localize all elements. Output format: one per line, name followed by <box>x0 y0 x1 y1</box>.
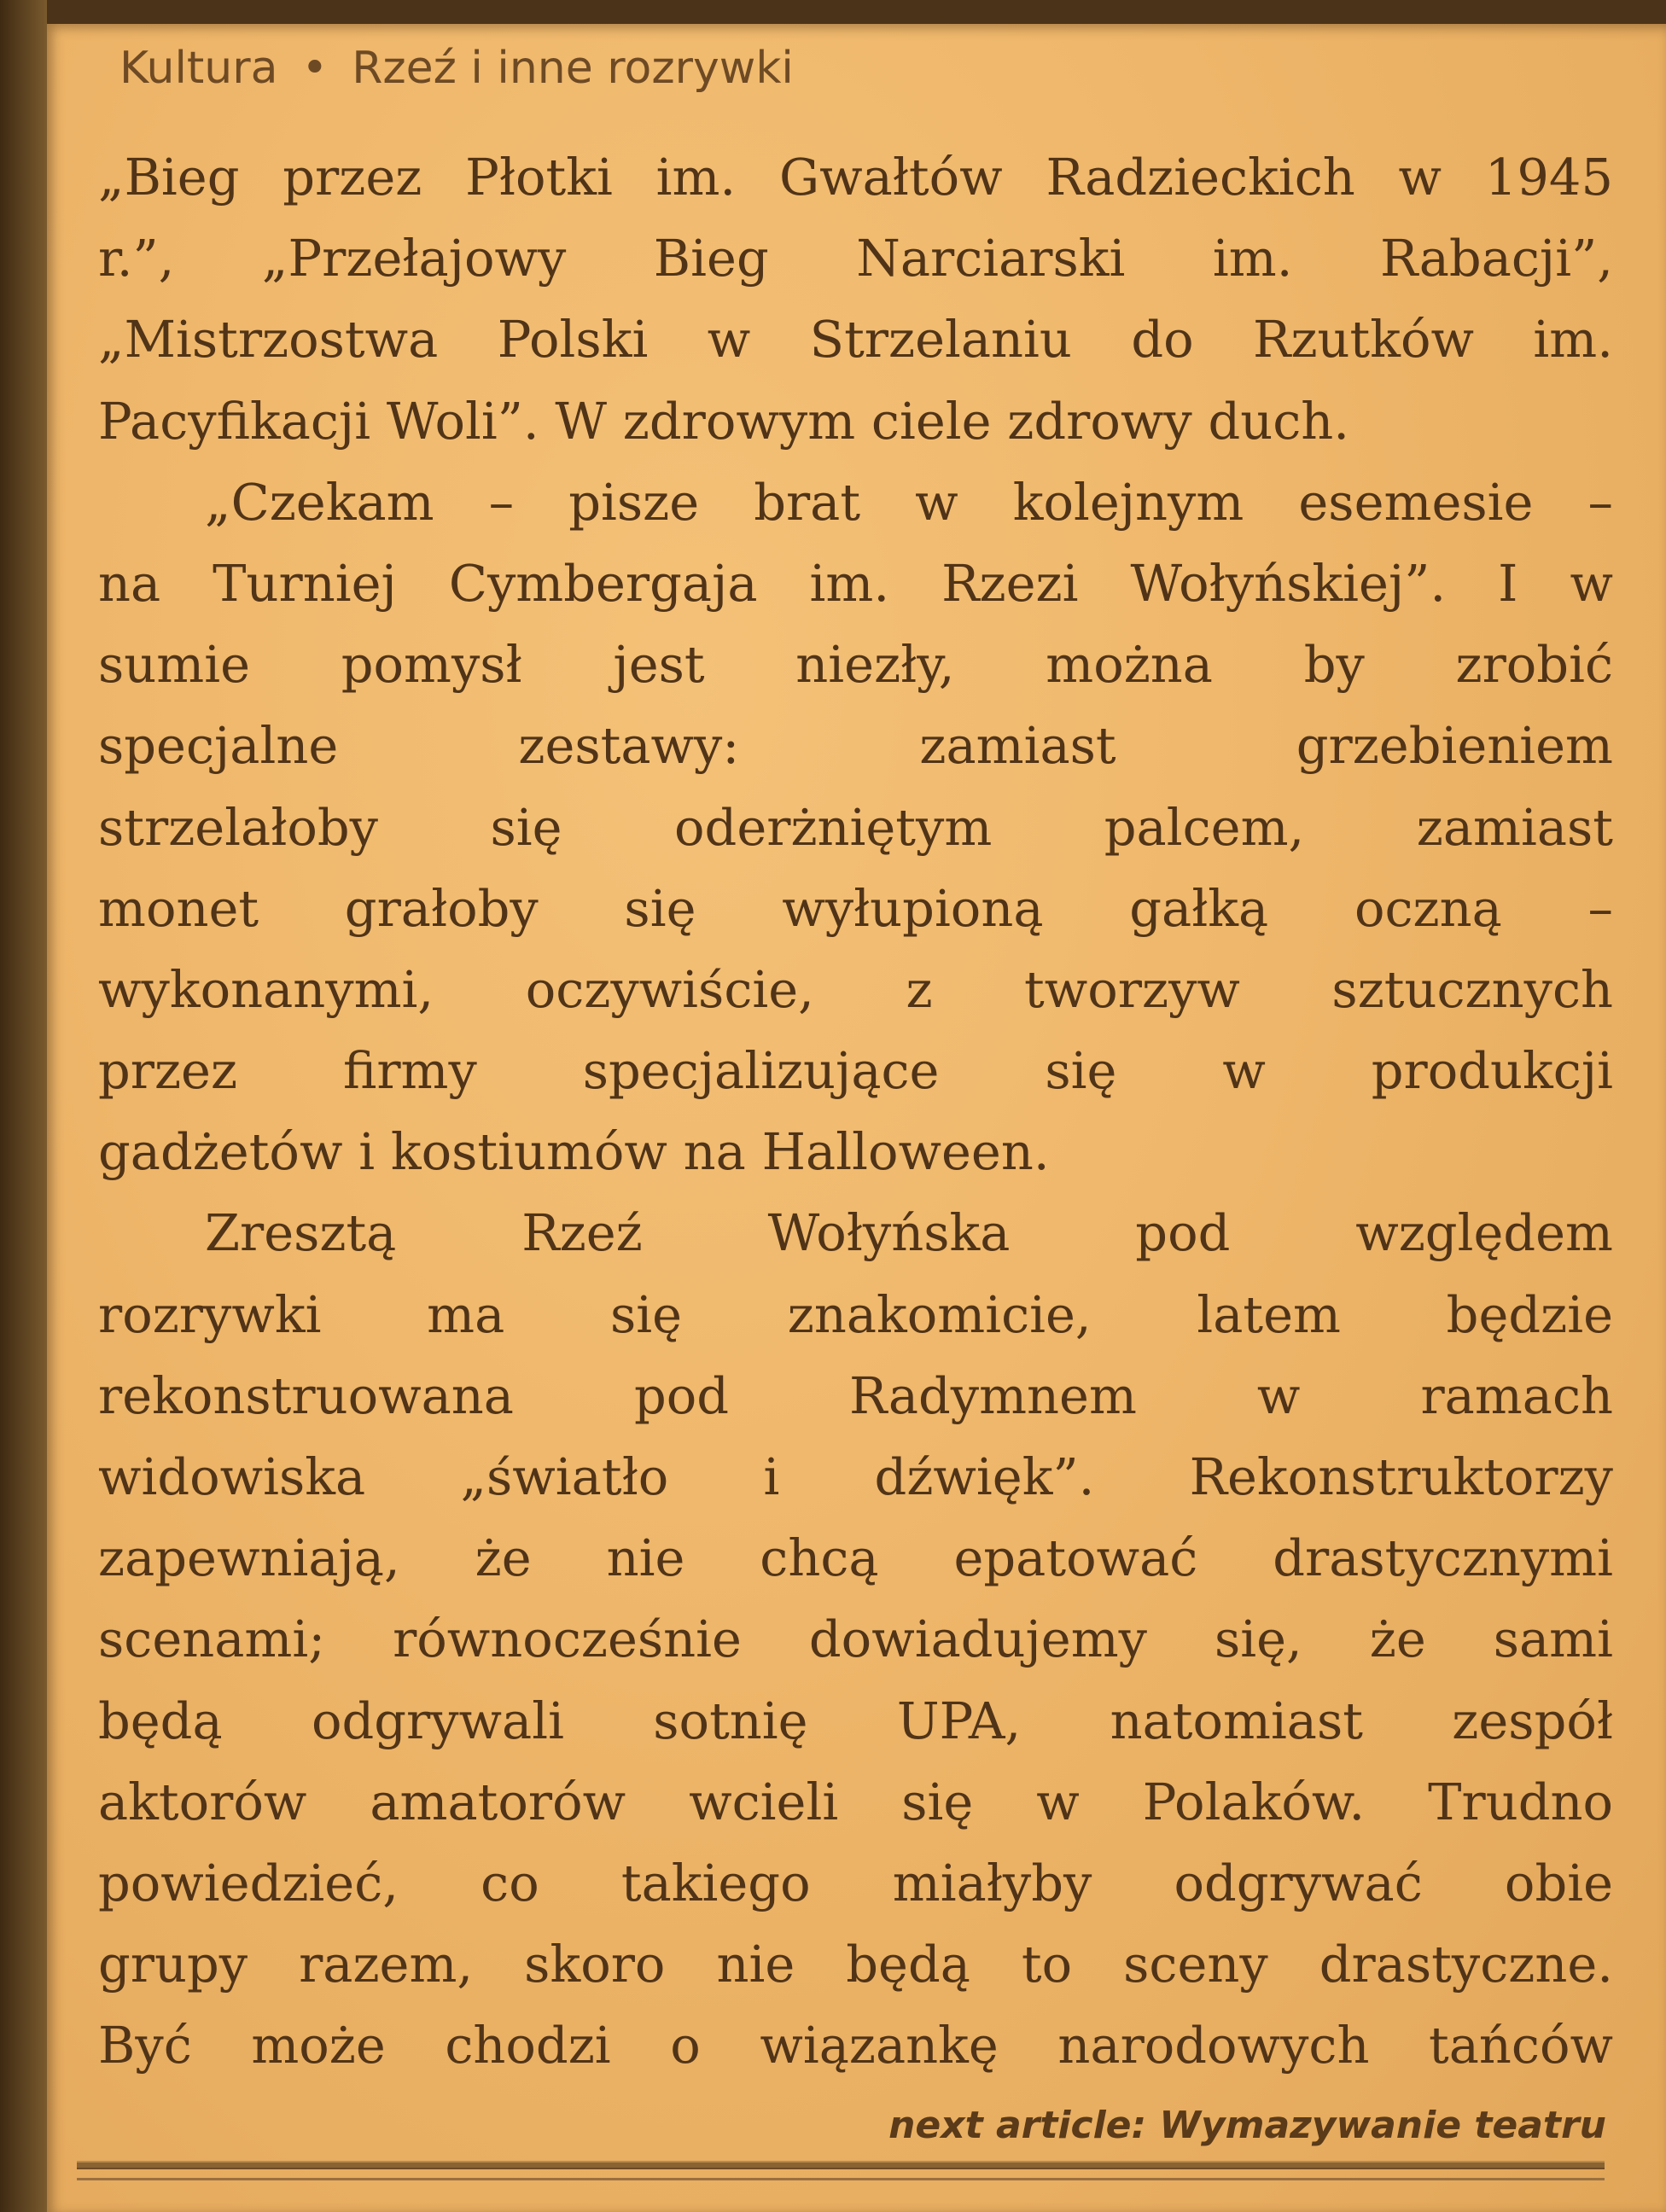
device-frame-left <box>0 0 47 2212</box>
text-line: wykonanymi, oczywiście, z tworzyw sztucznych <box>98 959 1613 1019</box>
text-line: strzelałoby się oderżniętym palcem, zamiast <box>98 797 1613 857</box>
text-line: widowiska „światło i dźwięk”. Rekonstruktorzy <box>98 1447 1613 1506</box>
text-line: przez firmy specjalizujące się w produkcji <box>98 1041 1613 1101</box>
text-line: aktorów amatorów wcieli się w Polaków. Trudno <box>98 1772 1613 1831</box>
next-article-link[interactable]: next article: Wymazywanie teatru <box>888 2104 1606 2147</box>
text-line: „Mistrzostwa Polski w Strzelaniu do Rzutków im. <box>98 310 1613 370</box>
text-line: scenami; równocześnie dowiadujemy się, że sami <box>98 1610 1613 1669</box>
text-line: Pacyfikacji Woli”. W zdrowym ciele zdrowy duch. <box>98 391 1350 451</box>
text-line: rozrywki ma się znakomicie, latem będzie <box>98 1284 1613 1344</box>
text-line: grupy razem, skoro nie będą to sceny drastyczne. <box>98 1935 1613 1994</box>
running-header <box>119 43 794 94</box>
device-frame-top <box>0 0 1666 26</box>
text-line: powiedzieć, co takiego miałyby odgrywać obie <box>98 1853 1613 1912</box>
text-line: zapewniają, że nie chcą epatować drastycznymi <box>98 1528 1613 1588</box>
article-body <box>98 137 1613 2087</box>
section-label: Kultura <box>119 43 278 94</box>
text-line: sumie pomysł jest niezły, można by zrobić <box>98 635 1613 695</box>
text-line: rekonstruowana pod Radymnem w ramach <box>98 1365 1613 1425</box>
text-line: specjalne zestawy: zamiast grzebieniem <box>98 716 1613 776</box>
progress-bar <box>77 2161 1605 2169</box>
text-line: będą odgrywali sotnię UPA, natomiast zespół <box>98 1691 1613 1750</box>
article-title: Rzeź i inne rozrywki <box>352 43 794 94</box>
text-line: monet grałoby się wyłupioną gałką oczną – <box>98 878 1613 938</box>
text-line: gadżetów i kostiumów na Halloween. <box>98 1122 1050 1182</box>
header-separator: • <box>301 43 329 94</box>
text-line: Zresztą Rzeź Wołyńska pod względem <box>205 1203 1613 1263</box>
text-line: „Czekam – pisze brat w kolejnym esemesie – <box>205 472 1613 532</box>
text-line: r.”, „Przełajowy Bieg Narciarski im. Rabacji”, <box>98 229 1613 288</box>
footer-divider <box>77 2178 1605 2180</box>
text-line: „Bieg przez Płotki im. Gwałtów Radzieckich w 1945 <box>98 148 1613 207</box>
text-line: na Turniej Cymbergaja im. Rzezi Wołyńskiej”. I w <box>98 553 1613 613</box>
text-line: Być może chodzi o wiązankę narodowych tańców <box>98 2016 1613 2075</box>
